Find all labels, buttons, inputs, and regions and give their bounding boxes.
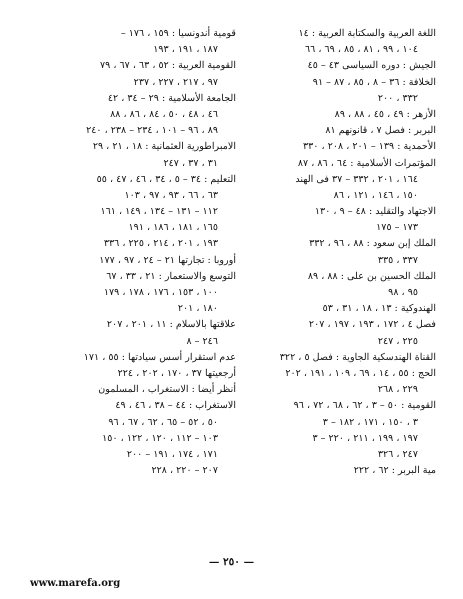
index-entry: قومية أندونسيا : ١٥٩ ، ١٧٦ – xyxy=(120,28,236,39)
index-entry-continuation: ٣١ ، ٣٧ ، ٢٤٧ xyxy=(163,157,218,169)
index-entry-continuation: ١٩٣ ، ٢٠١ ، ٢١٤ ، ٢٢٥ ، ٣٣٦ xyxy=(103,238,218,250)
index-entry: اللغة العربية والسكتابة العربية : ١٤ xyxy=(298,28,436,39)
index-entry-continuation: ١٥٠ ، ١٤٦ ، ١٢١ ، ٨٦ xyxy=(333,189,418,201)
index-entry: الخلافة : ٣٦ – ٨ ، ٨٥ ، ٨٧ – ٩١ xyxy=(312,76,436,88)
footer-website: www.marefa.org xyxy=(30,578,121,589)
index-entry: عدم استقرار أسس سيادتها : ٥٥ ، ١٧١ xyxy=(83,351,236,363)
index-entry: أنظر أيضا : الاستغراب ، المسلمون xyxy=(98,384,236,396)
index-entry-continuation: ٢٢٩ ، ٢٦٨ xyxy=(377,384,418,396)
index-entry-continuation: ٢٠٧ – ٢٢٠ ، ٢٢٨ xyxy=(151,465,218,477)
index-entry-continuation: ٢٤٧ ، ٣٢٦ xyxy=(377,448,418,460)
index-entry: البربر : فصل ٧ ، قانونهم ٨١ xyxy=(325,125,436,137)
index-entry-continuation: ١٧١ ، ١٧٤ ، ١٩١ – ٢٠٠ xyxy=(126,448,218,460)
index-column-left xyxy=(40,26,236,479)
index-entry: الحج : ٥٥ ، ١٤ ، ٦٩ ، ١٠٩ ، ١٩١ ، ٢٠٢ xyxy=(285,367,436,379)
index-entry: الملك إبن سعود : ٨٨ ، ٩٦ ، ٣٣٢ xyxy=(309,238,436,250)
index-entry-continuation: ١٦٥ ، ١٨١ ، ١٨٦ ، ١٩١ xyxy=(128,222,218,234)
index-entry-continuation: ١١٢ – ١٣١ – ١٣٤ ، ١٤٩ ، ١٦١ xyxy=(100,206,218,218)
index-entry: القومية : ٥٠ – ٣ ، ٦٢ ، ٦٨ ، ٧٢ ، ٩٦ xyxy=(293,400,436,412)
index-entry: القناة الهندسكية الجاوية : فصل ٥ ، ٣٢٢ xyxy=(279,351,436,363)
index-entry-continuation: ٤٦ ، ٤٨ ، ٥٠ ، ٨٤ ، ٨٦ ، ٨٨ xyxy=(110,108,218,120)
index-entry: الأحمدية : ١٣٩ – ٢٠١ ، ٢٠٨ ، ٣٣٠ xyxy=(303,141,436,153)
index-entry: التوسع والاستعمار : ٢١ ، ٣٣ ، ٦٧ xyxy=(106,270,236,282)
index-entry: الهندوكية : ١٣ ، ١٨ ، ٣١ ، ٥٣ xyxy=(322,303,436,315)
index-entry-continuation: ٦٣ ، ٦٦ ، ٩٣ ، ٩٧ ، ١٠٣ xyxy=(124,189,218,201)
index-entry: الامبراطورية العثمانية : ١٨ ، ٢١ ، ٢٩ xyxy=(92,141,236,153)
index-column-right xyxy=(240,26,436,479)
index-entry: الاستغراب : ٤٤ – ٣٨ ، ٤٦ ، ٤٩ xyxy=(115,400,236,412)
index-entry: المؤتمرات الأسلامية : ٦٤ ، ٨٦ ، ٨٧ xyxy=(297,157,436,169)
index-entry-continuation: ١٠٤ ، ٩٩ ، ٨١ ، ٨٥ ، ٦٩ ، ٦٦ xyxy=(304,44,418,56)
index-entry-continuation: ٣٣٧ ، ٣٣٥ xyxy=(377,254,418,266)
index-entry: مية البربر : ٦٢ ، ٢٢٢ xyxy=(353,465,436,477)
index-entry: علاقتها بالاسلام : ١١ ، ٢٠١ ، ٢٠٧ xyxy=(106,319,236,331)
index-entry-continuation: ١٠٠ ، ١٥٣ ، ١٧٦ ، ١٧٨ ، ١٧٩ xyxy=(103,287,218,298)
index-entry: الأزهر : ٤٩ ، ٤٥ ، ٨٨ ، ٨٩ xyxy=(334,108,436,120)
index-entry-continuation: ١٠٣ – ١١٢ ، ١٢٠ ، ١٢٢ ، ١٥٠ xyxy=(102,432,218,444)
index-entry: القومية العربية : ٥٢ ، ٦٣ ، ٦٧ ، ٧٩ xyxy=(99,60,236,72)
index-entry: التعليم : ٣٤ – ٥ ، ٣٤ ، ٤٦ ، ٤٧ ، ٥٥ xyxy=(96,173,236,185)
index-entry-continuation: ١٧٣ – ١٧٥ xyxy=(376,222,418,234)
index-entry: فصل ٤ ، ١٧٢ ، ١٩٣ ، ١٩٧ ، ٢٠٧ xyxy=(308,319,436,331)
index-entry-continuation: ١٩٧ ، ١٩٩ ، ٢١١ ، ٢٢٠ – ٣ xyxy=(312,432,418,444)
index-entry-continuation: ١٨٠ ، ٢٠١ xyxy=(177,303,218,315)
index-entry-continuation: ١٨٧ ، ١٩١ ، ١٩٣ xyxy=(153,44,218,56)
index-entry-continuation: ٩٥ ، ٩٨ xyxy=(388,287,418,298)
index-entry: الملك الحسين بن على : ٨٨ ، ٨٩ xyxy=(307,270,436,282)
index-entry: الجامعة الأسلامية : ٢٩ – ٣٤ ، ٤٢ xyxy=(107,92,236,104)
index-entry-continuation: ٣ ، ١٥٠ ، ١٧١ ، ١٨٢ – ٣ xyxy=(322,416,418,428)
index-entry-continuation: ٩٧ ، ٢١٧ ، ٢٢٧ ، ٢٣٧ xyxy=(133,76,218,88)
index-entry-continuation: ٥٠ ، ٥٢ – ٦٥ ، ٦٢ ، ٦٧ ، ٩٦ xyxy=(108,416,218,428)
index-entry: أرجعيتها ٣٧ ، ١٧٠ ، ٢٠٢ ، ٢٢٤ xyxy=(117,367,236,379)
index-entry-continuation: ٢٢٥ ، ٢٤٧ xyxy=(377,335,418,347)
index-entry: الاجتهاد والتقليد : ٤٨ – ٩ ، ١٣٠ xyxy=(314,206,436,218)
page-number: — ٢٥٠ — xyxy=(208,556,255,568)
index-entry: الجيش : دوره السياسى ٤٣ – ٤٥ xyxy=(307,60,436,72)
index-entry-continuation: ٨٩ ، ٩٦ – ١٠١ ، ٢٣٤ – ٢٣٨ ، ٢٤٠ xyxy=(86,125,218,137)
index-entry-continuation: ١٦٤ ، ٢٠١ ، ٣٣٢ – ٣٧ فى الهند xyxy=(295,173,418,185)
index-entry-continuation: ٢٤٦ – ٨ xyxy=(186,335,218,347)
index-entry: أوروبا : تجارتها ٢١ – ٢٤ ، ٩٧ ، ١٧٧ xyxy=(99,254,236,266)
index-entry-continuation: ٣٣٢ ، ٢٠٠ xyxy=(377,92,418,104)
